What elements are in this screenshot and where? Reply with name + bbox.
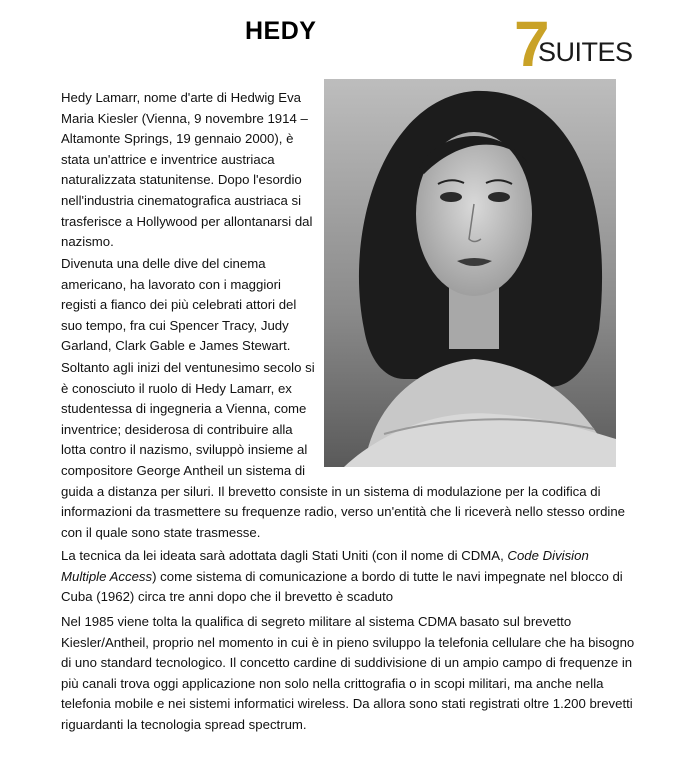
paragraph-line: è conosciuto il ruolo di Hedy Lamarr, ex bbox=[61, 380, 292, 396]
paragraph-cdma bbox=[61, 546, 636, 608]
paragraph-invention bbox=[61, 358, 625, 543]
paragraph-legacy: Nel 1985 viene tolta la qualifica di segreto militare al sistema CDMA basato sul brevetto Kiesler/Antheil, proprio nel momento in cui è in pieno sviluppo la telefonia cellulare che ha bisogno di uno standard tecnologico. Il concetto cardine di suddivisione di un ampio campo di frequenze in più canali trova oggi applicazione non solo nella crittografia o in scopi militari, ma anche nella telefonia mobile e nei sistemi informatici wireless. Da allora sono stati registrati oltre 1.200 brevetti riguardanti la tecnologia spread spectrum. bbox=[61, 614, 635, 732]
paragraph-line: Soltanto agli inizi del ventunesimo secolo si bbox=[61, 360, 315, 375]
page-title: HEDY bbox=[245, 17, 317, 45]
paragraph-line: compositore George Antheil un sistema di bbox=[61, 462, 306, 478]
paragraph-line: guida a distanza per siluri. Il brevetto consiste in un sistema di modulazione per la codifica di bbox=[61, 483, 601, 499]
paragraph-biography: Hedy Lamarr, nome d'arte di Hedwig Eva Maria Kiesler (Vienna, 9 novembre 1914 – Altamonte Springs, 19 gennaio 2000), è stata un'attrice e inventrice austriaca naturalizzata statunitense. Dopo l'esordio nell'industria cinematografica austriaca si trasferisce a Hollywood per allontanarsi dal nazismo. bbox=[61, 90, 313, 250]
logo-word: SUITES bbox=[538, 37, 633, 67]
cdma-italic-term: Code Division Multiple Access bbox=[61, 548, 589, 584]
paragraph-line: studentessa di ingegneria a Vienna, come bbox=[61, 401, 307, 417]
cdma-text-before: La tecnica da lei ideata sarà adottata dagli Stati Uniti (con il nome di CDMA, bbox=[61, 548, 508, 563]
paragraph-career: Divenuta una delle dive del cinema americano, ha lavorato con i maggiori registi a fianco dei più celebrati attori del suo tempo, fra cui Spencer Tracy, Judy Garland, Clark Gable e James Stewart. bbox=[61, 256, 297, 354]
paragraph-line: con il quale sono state trasmesse. bbox=[61, 524, 261, 540]
logo-seven: 7 bbox=[514, 12, 550, 70]
paragraph-line: informazioni da trasmettere su frequenze radio, verso un'entità che li riceverà nello stesso ordine bbox=[61, 504, 626, 520]
cdma-text-after: ) come sistema di comunicazione a bordo di tutte le navi impegnate nel blocco di Cuba (1962) circa tre anni dopo che il brevetto è scaduto bbox=[61, 568, 623, 605]
paragraph-line: lotta contro il nazismo, sviluppò insieme al bbox=[61, 442, 308, 458]
paragraph-line: inventrice; desiderosa di contribuire alla bbox=[61, 421, 293, 437]
suites-logo bbox=[514, 12, 634, 70]
